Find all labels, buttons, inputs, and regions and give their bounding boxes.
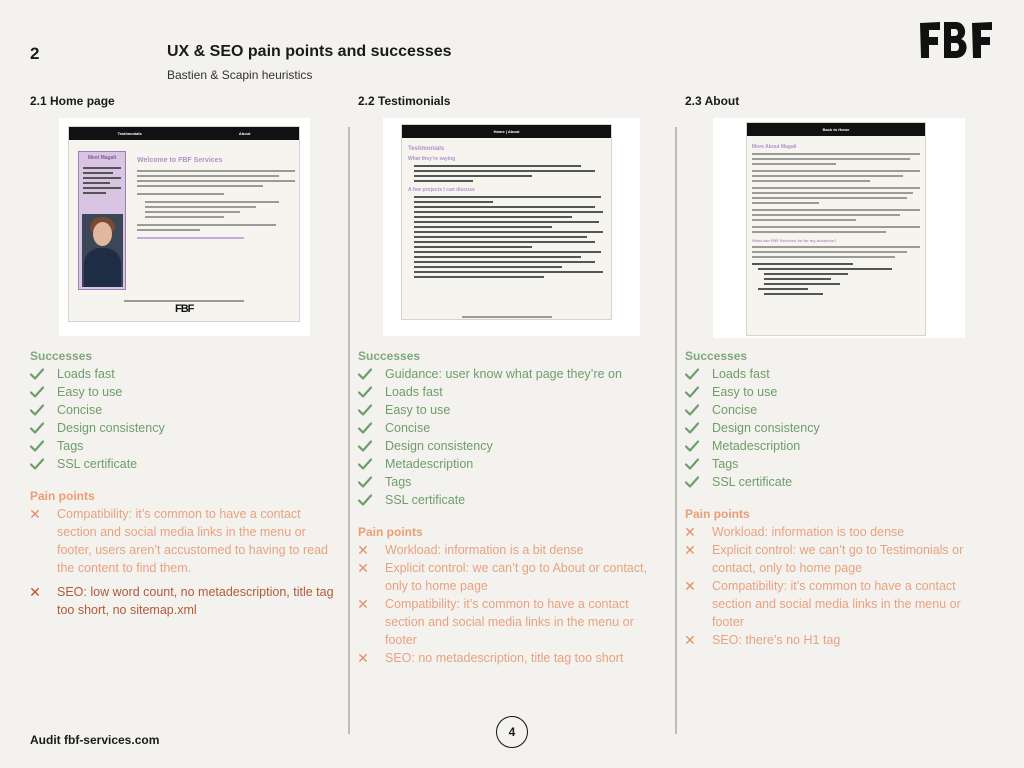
checkmark-icon: [685, 419, 699, 437]
success-item: [30, 419, 342, 437]
pain-point-item: [358, 649, 658, 667]
mini-sidebar: [78, 151, 126, 290]
mini-logo: FBF: [175, 303, 194, 315]
successes-list: [358, 365, 663, 509]
pain-point-item: [358, 559, 658, 595]
column-divider: [675, 127, 677, 734]
home-page-screenshot: [68, 126, 300, 322]
fbf-logo: [918, 20, 994, 60]
about-screenshot: [746, 122, 926, 336]
success-item: [685, 383, 985, 401]
success-item: [685, 401, 985, 419]
pain-point-label: Explicit control: we can’t go to Testimonials or contact, only to home page: [712, 543, 964, 575]
checkmark-icon: [30, 401, 44, 419]
success-item: [30, 401, 342, 419]
success-item: [358, 491, 663, 509]
success-item: [30, 383, 342, 401]
mini-testimonials-subheading: What they’re saying: [408, 156, 456, 162]
success-item-label: Design consistency: [712, 421, 820, 435]
cross-icon: ✕: [29, 584, 41, 600]
success-item-label: Loads fast: [712, 367, 770, 381]
success-item: [685, 473, 985, 491]
successes-list: [30, 365, 342, 473]
page-subtitle: Bastien & Scapin heuristics: [167, 68, 313, 82]
checkmark-icon: [30, 455, 44, 473]
about-findings: [685, 347, 985, 649]
checkmark-icon: [685, 383, 699, 401]
cross-icon: ✕: [357, 542, 369, 558]
cross-icon: ✕: [684, 524, 696, 540]
success-item: [358, 383, 663, 401]
success-item: [30, 365, 342, 383]
mini-about-subheading: What can FBF Services do for my business?: [752, 238, 837, 243]
success-item-label: Guidance: user know what page they’re on: [385, 367, 622, 381]
cross-icon: ✕: [684, 542, 696, 558]
checkmark-icon: [685, 455, 699, 473]
success-item: [685, 365, 985, 383]
section-number: 2: [30, 44, 40, 63]
pain-point-label: Compatibility: it’s common to have a contact section and social media links in the menu or footer: [385, 597, 634, 647]
success-item-label: SSL certificate: [712, 475, 793, 489]
pain-point-label: Compatibility: it’s common to have a contact section and social media links in the menu or footer: [712, 579, 961, 629]
mini-about-heading: More About Magali: [752, 144, 797, 150]
pain-points-label: Pain points: [685, 507, 750, 521]
success-item-label: Loads fast: [57, 367, 115, 381]
success-item-label: Tags: [57, 439, 84, 453]
success-item-label: Easy to use: [385, 403, 451, 417]
success-item: [358, 473, 663, 491]
success-item: [358, 419, 663, 437]
success-item: [685, 437, 985, 455]
pain-point-item: [685, 631, 975, 649]
column-divider: [348, 127, 350, 734]
success-item-label: SSL certificate: [57, 457, 138, 471]
success-item-label: Tags: [712, 457, 739, 471]
checkmark-icon: [685, 365, 699, 383]
successes-list: [685, 365, 985, 491]
mini-projects-subheading: A few projects I can discuss: [408, 187, 475, 193]
success-item-label: Concise: [57, 403, 103, 417]
pain-points-label: Pain points: [30, 489, 95, 503]
checkmark-icon: [358, 383, 372, 401]
success-item-label: Metadescription: [712, 439, 801, 453]
column-home-page: [30, 92, 342, 110]
success-item-label: Easy to use: [712, 385, 778, 399]
pain-point-item: [685, 523, 975, 541]
pain-point-label: SEO: there’s no H1 tag: [712, 633, 841, 647]
checkmark-icon: [358, 437, 372, 455]
checkmark-icon: [358, 491, 372, 509]
pain-point-label: Explicit control: we can’t go to About or contact, only to home page: [385, 561, 647, 593]
cross-icon: ✕: [357, 596, 369, 612]
successes-label: Successes: [358, 349, 421, 363]
mini-nav-testimonials: Testimonials: [117, 131, 142, 136]
success-item-label: Concise: [712, 403, 758, 417]
mini-nav-bar: [69, 127, 299, 140]
pain-points-list: [685, 523, 985, 649]
pain-point-label: Workload: information is a bit dense: [385, 543, 584, 557]
cross-icon: ✕: [357, 650, 369, 666]
cross-icon: ✕: [684, 632, 696, 648]
column-about: [685, 92, 985, 110]
successes-label: Successes: [30, 349, 93, 363]
success-item-label: Loads fast: [385, 385, 443, 399]
mini-nav-links: Home | About: [493, 129, 520, 134]
pain-point-label: SEO: no metadescription, title tag too short: [385, 651, 624, 665]
success-item: [358, 455, 663, 473]
pain-point-item: [30, 583, 340, 619]
checkmark-icon: [358, 365, 372, 383]
mini-nav-home: Back to Home: [822, 127, 850, 132]
checkmark-icon: [358, 455, 372, 473]
mini-nav-about: About: [238, 131, 251, 136]
section-heading: 2.2 Testimonials: [358, 94, 451, 108]
pain-point-label: Workload: information is too dense: [712, 525, 905, 539]
cross-icon: ✕: [684, 578, 696, 594]
mini-testimonials-heading: Testimonials: [408, 146, 445, 152]
mini-nav-bar: [747, 123, 925, 136]
success-item: [685, 455, 985, 473]
section-heading: 2.3 About: [685, 94, 740, 108]
success-item: [30, 455, 342, 473]
pain-point-label: SEO: low word count, no metadescription, title tag too short, no sitemap.xml: [57, 585, 334, 617]
checkmark-icon: [358, 401, 372, 419]
testimonials-screenshot: [401, 124, 612, 320]
checkmark-icon: [30, 437, 44, 455]
success-item-label: SSL certificate: [385, 493, 466, 507]
success-item-label: Design consistency: [57, 421, 165, 435]
pain-points-list: [30, 505, 342, 619]
home-page-findings: [30, 347, 342, 619]
checkmark-icon: [30, 383, 44, 401]
column-testimonials: [358, 92, 663, 110]
pain-point-item: [685, 541, 975, 577]
successes-label: Successes: [685, 349, 748, 363]
checkmark-icon: [685, 401, 699, 419]
testimonials-findings: [358, 347, 663, 667]
mini-nav-bar: [402, 125, 611, 138]
section-heading: 2.1 Home page: [30, 94, 115, 108]
success-item-label: Metadescription: [385, 457, 474, 471]
success-item: [358, 437, 663, 455]
pain-point-item: [358, 541, 658, 559]
pain-point-item: [30, 505, 340, 577]
fbf-logo-icon: [918, 20, 994, 60]
pain-points-label: Pain points: [358, 525, 423, 539]
audit-site-label: Audit fbf-services.com: [30, 733, 160, 747]
success-item-label: Concise: [385, 421, 431, 435]
success-item: [358, 401, 663, 419]
checkmark-icon: [30, 419, 44, 437]
mini-sidebar-title: Meet Magali: [87, 155, 117, 161]
success-item: [358, 365, 663, 383]
checkmark-icon: [358, 419, 372, 437]
pain-points-list: [358, 541, 663, 667]
pain-point-item: [358, 595, 658, 649]
checkmark-icon: [30, 365, 44, 383]
mini-welcome-heading: Welcome to FBF Services: [137, 157, 223, 164]
page-number: 4: [496, 716, 528, 748]
success-item: [685, 419, 985, 437]
checkmark-icon: [685, 473, 699, 491]
success-item-label: Tags: [385, 475, 412, 489]
page-title: UX & SEO pain points and successes: [167, 43, 452, 60]
pain-point-label: Compatibility: it’s common to have a contact section and social media links in the menu or footer, users aren’t accustomed to having to read the content to find them.: [57, 507, 328, 575]
pain-point-item: [685, 577, 975, 631]
checkmark-icon: [685, 437, 699, 455]
success-item: [30, 437, 342, 455]
mini-portrait: [82, 214, 123, 287]
success-item-label: Design consistency: [385, 439, 493, 453]
checkmark-icon: [358, 473, 372, 491]
cross-icon: ✕: [357, 560, 369, 576]
success-item-label: Easy to use: [57, 385, 123, 399]
cross-icon: ✕: [29, 506, 41, 522]
